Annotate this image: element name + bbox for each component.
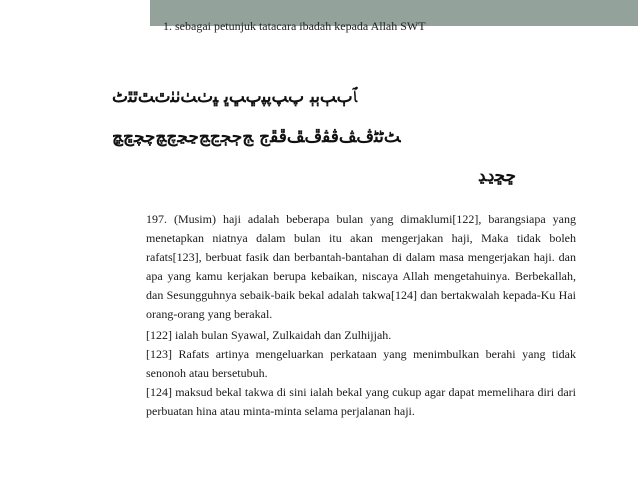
verse-translation: 197. (Musim) haji adalah beberapa bulan yang dimaklumi[122], barangsiapa yang menetapkan niatnya dalam bulan itu akan mengerjakan haji, Maka tidak boleh rafats[123], berbuat fasik dan berbantah-bantahan di dalam masa mengerjakan haji. dan apa yang kamu kerjakan berupa kebaikan, niscaya Allah mengetahuinya. Berbekallah, dan Sesungguhnya sebaik-baik bekal adalah takwa[124] dan bertakwalah kepada-Ku Hai orang-orang yang berakal. xyxy=(146,212,576,321)
slide-header-gap xyxy=(0,0,150,26)
arabic-verse-line-1: ﭑﭒﭓﭔﭕ ﭖﭗﭘﭙﭚﭛﭜ ﭝﭞﭟﭠﭡﭢﭣﭤﭥﭦ xyxy=(112,87,358,107)
footnote-124: [124] maksud bekal takwa di sini ialah bekal yang cukup agar dapat memelihara diri dari perbuatan hina atau minta-minta selama perjalanan haji. xyxy=(146,385,576,418)
arabic-verse-line-2: ﭧﭨﭩﭪﭫﭬﭭﭮﭯﭰﭱﭲ ﭳﭴﭵﭶﭷﭸﭹﭺﭻﭼﭽﭾﭿ xyxy=(112,127,401,147)
footnote-123: [123] Rafats artinya mengeluarkan perkataan yang menimbulkan berahi yang tidak senonoh atau bersetubuh. xyxy=(146,347,576,380)
footnote-122: [122] ialah bulan Syawal, Zulkaidah dan Zulhijjah. xyxy=(146,328,392,342)
arabic-verse-line-3: ﮀﮁﮂﮃ xyxy=(478,166,516,186)
footnotes xyxy=(146,326,576,421)
list-item-heading: 1. sebagai petunjuk tatacara ibadah kepada Allah SWT xyxy=(163,19,426,33)
